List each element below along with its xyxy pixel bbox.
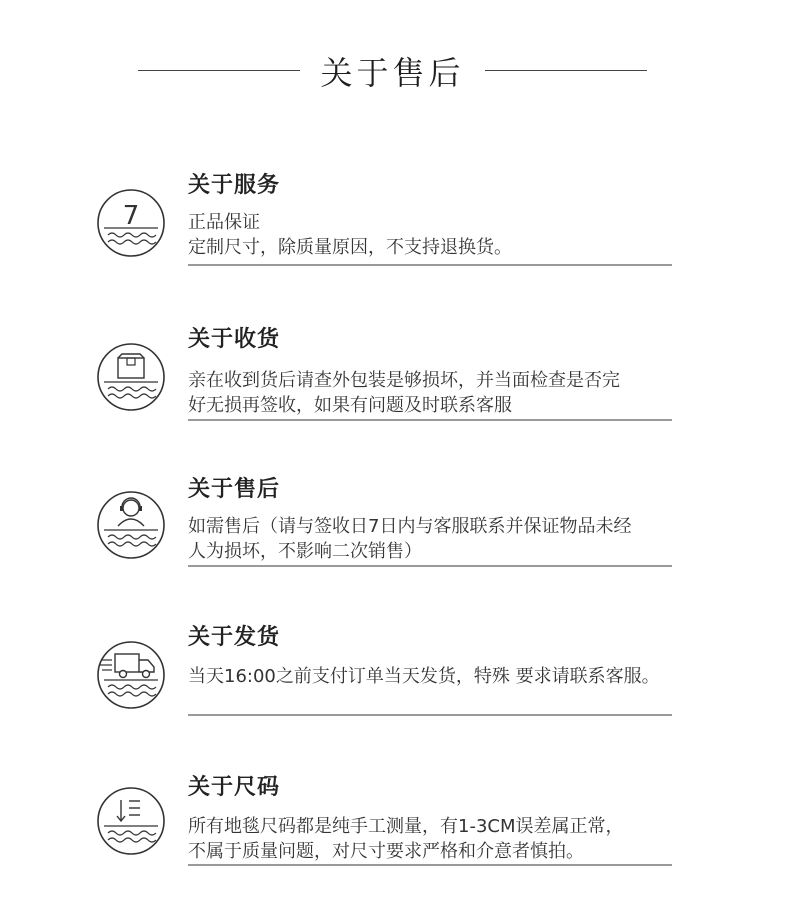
section-divider <box>188 565 672 567</box>
page-title: 关于售后 <box>320 54 465 92</box>
section-text-line-1: 如需售后（请与签收日7日内与客服联系并保证物品未经 <box>188 516 632 537</box>
section-title: 关于发货 <box>188 625 281 650</box>
section-divider <box>188 419 672 421</box>
section-title: 关于收货 <box>188 327 281 352</box>
section-text-line-1: 所有地毯尺码都是纯手工测量，有1-3CM误差属正常， <box>188 816 624 837</box>
section-divider <box>188 864 672 866</box>
customer-service-icon <box>96 490 166 560</box>
section-text-line-2: 不属于质量问题，对尺寸要求严格和介意者慎拍。 <box>188 841 584 862</box>
section-shipping <box>0 610 790 740</box>
page-header <box>0 48 790 94</box>
section-divider <box>188 264 672 266</box>
package-box-icon <box>96 342 166 412</box>
section-receiving <box>0 312 790 442</box>
section-text-line-2: 人为损坏，不影响二次销售） <box>188 541 422 562</box>
section-service <box>0 160 790 290</box>
section-text-line-2: 定制尺寸，除质量原因，不支持退换货。 <box>188 237 512 258</box>
section-text-line-1: 亲在收到货后请查外包装是够损坏，并当面检查是否完 <box>188 370 620 391</box>
delivery-truck-icon <box>96 640 166 710</box>
header-divider-left <box>138 70 300 71</box>
section-title: 关于服务 <box>188 173 281 198</box>
seven-days-badge: 7 <box>122 201 140 231</box>
section-divider <box>188 714 672 716</box>
section-text-line-1: 正品保证 <box>188 212 260 233</box>
size-measure-icon <box>96 786 166 856</box>
section-title: 关于尺码 <box>188 775 281 800</box>
seven-days-icon <box>96 188 166 258</box>
section-size <box>0 760 790 890</box>
section-after-sales <box>0 462 790 592</box>
header-divider-right <box>485 70 647 71</box>
section-text-line-1: 当天16:00之前支付订单当天发货，特殊 要求请联系客服。 <box>188 666 660 687</box>
section-text-line-2: 好无损再签收，如果有问题及时联系客服 <box>188 395 512 416</box>
section-title: 关于售后 <box>188 477 281 502</box>
